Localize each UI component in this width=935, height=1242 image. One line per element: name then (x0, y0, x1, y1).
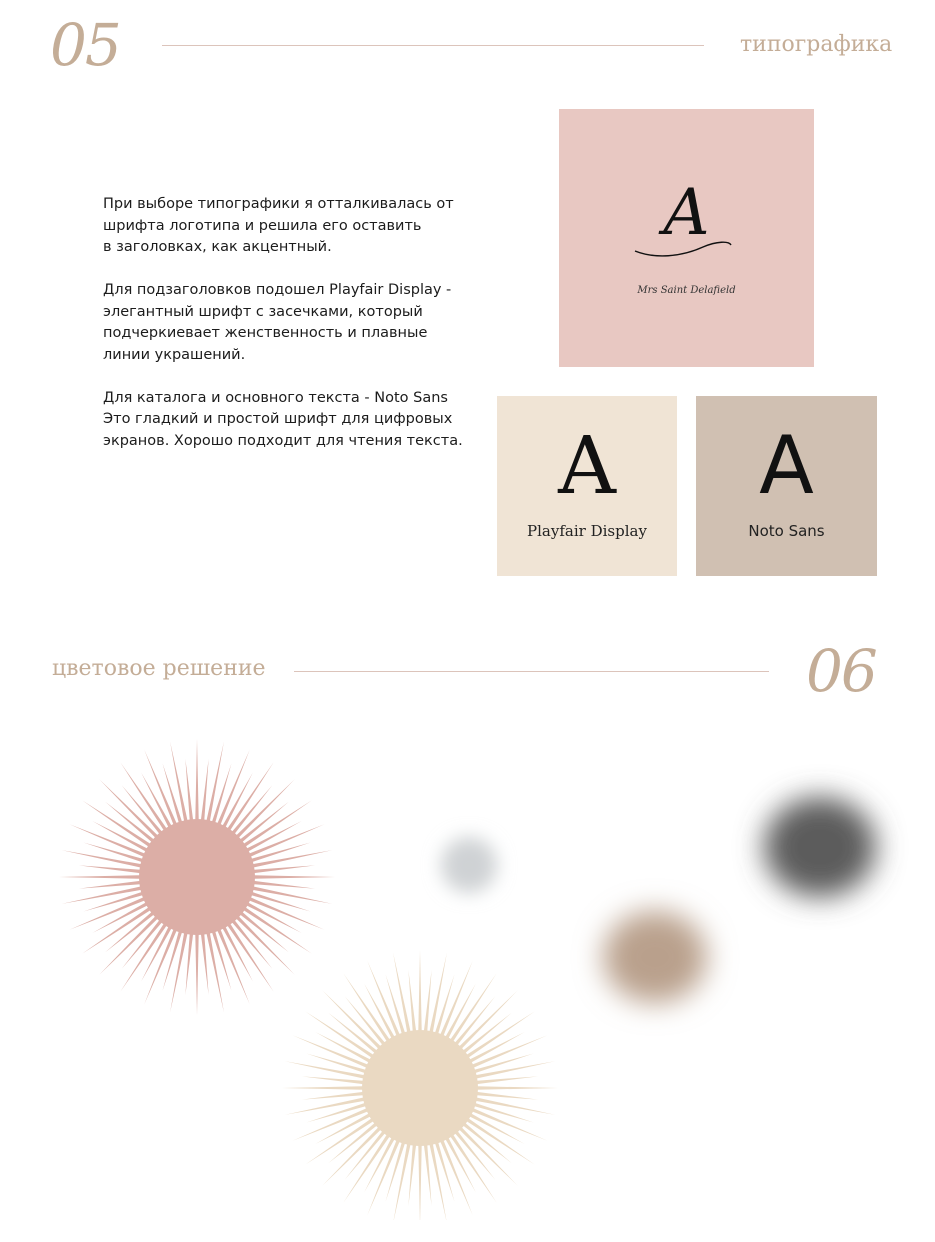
text-line: экранов. Хорошо подходит для чтения текста. (103, 432, 463, 449)
text-line: Это гладкий и простой шрифт для цифровых (103, 411, 453, 427)
typography-description (103, 194, 483, 474)
brand-signature: Mrs Saint Delafield (637, 285, 736, 296)
sunburst-ray (472, 1086, 558, 1090)
sunburst-ray (408, 1140, 416, 1206)
sunburst-core (139, 819, 255, 935)
sunburst-core (362, 1030, 478, 1146)
sans-font-caption: Noto Sans (748, 522, 825, 540)
sunburst-ray (423, 1140, 431, 1206)
text-line: подчеркиевает женственность и плавные (103, 325, 428, 341)
sunburst-ray (418, 1140, 422, 1220)
sunburst-ray (170, 928, 189, 1013)
logo-letter-sample: A (663, 176, 710, 250)
paragraph-subheading-font (103, 280, 483, 366)
sans-letter-sample: A (759, 419, 814, 512)
sunburst-ray (249, 875, 335, 879)
sunburst-ray (195, 739, 199, 825)
color-palette (0, 720, 935, 1220)
sunburst-ray (248, 850, 333, 869)
text-line: в заголовках, как акцентный. (103, 239, 332, 255)
text-line: шрифта логотипа и решила его оставить (103, 217, 422, 234)
text-line: элегантный шрифт с засечками, который (103, 303, 423, 320)
beige-sunburst-swatch (282, 950, 558, 1220)
sunburst-ray (423, 970, 431, 1036)
paragraph-body-font (103, 388, 483, 453)
logo-swash-icon (631, 233, 735, 261)
sunburst-ray (62, 885, 147, 904)
sunburst-ray (170, 742, 189, 827)
text-line: линии украшений. (103, 346, 246, 363)
sunburst-ray (200, 929, 208, 995)
text-line: Для подзаголовков подошел Playfair Display - (103, 282, 452, 298)
header-divider (162, 45, 704, 46)
sans-font-card (696, 396, 877, 576)
sunburst-ray (79, 865, 145, 873)
section-number-06: 06 (806, 637, 876, 705)
sunburst-ray (79, 880, 145, 888)
sunburst-ray (185, 929, 193, 995)
sunburst-ray (62, 850, 147, 869)
sunburst-ray (248, 885, 333, 904)
sunburst-ray (200, 759, 208, 825)
dark-gray-swatch (764, 797, 876, 897)
sunburst-ray (249, 865, 315, 873)
sunburst-ray (418, 950, 422, 1036)
sunburst-ray (471, 1061, 556, 1080)
sunburst-ray (282, 1086, 368, 1090)
serif-font-caption: Playfair Display (527, 522, 647, 540)
color-header-divider (294, 671, 769, 672)
taupe-swatch (603, 911, 707, 1003)
paragraph-logo-font (103, 194, 483, 259)
section-number-05: 05 (50, 11, 120, 79)
sunburst-ray (302, 1076, 368, 1084)
serif-font-card (497, 396, 677, 576)
sunburst-ray (205, 928, 224, 1013)
text-line: При выборе типографики я отталкивалась от (103, 196, 454, 212)
section-title-color: цветовое решение (52, 656, 266, 681)
sunburst-ray (428, 953, 447, 1038)
sunburst-ray (195, 929, 199, 1015)
sunburst-ray (249, 880, 315, 888)
sunburst-ray (205, 742, 224, 827)
logo-font-card (559, 109, 814, 367)
sunburst-ray (59, 875, 145, 879)
sunburst-ray (285, 1061, 370, 1080)
text-line: Для каталога и основного текста - Noto Sans (103, 389, 448, 406)
sunburst-ray (472, 1076, 538, 1084)
sunburst-ray (302, 1091, 368, 1099)
sunburst-ray (471, 1096, 556, 1115)
sunburst-ray (472, 1091, 538, 1099)
sunburst-ray (285, 1096, 370, 1115)
sunburst-ray (408, 970, 416, 1036)
light-gray-swatch (441, 837, 497, 893)
section-title-typography: типографика (740, 32, 893, 57)
sunburst-ray (393, 953, 412, 1038)
serif-letter-sample: A (558, 419, 616, 512)
sunburst-ray (185, 759, 193, 825)
pink-sunburst-swatch (59, 739, 335, 1015)
